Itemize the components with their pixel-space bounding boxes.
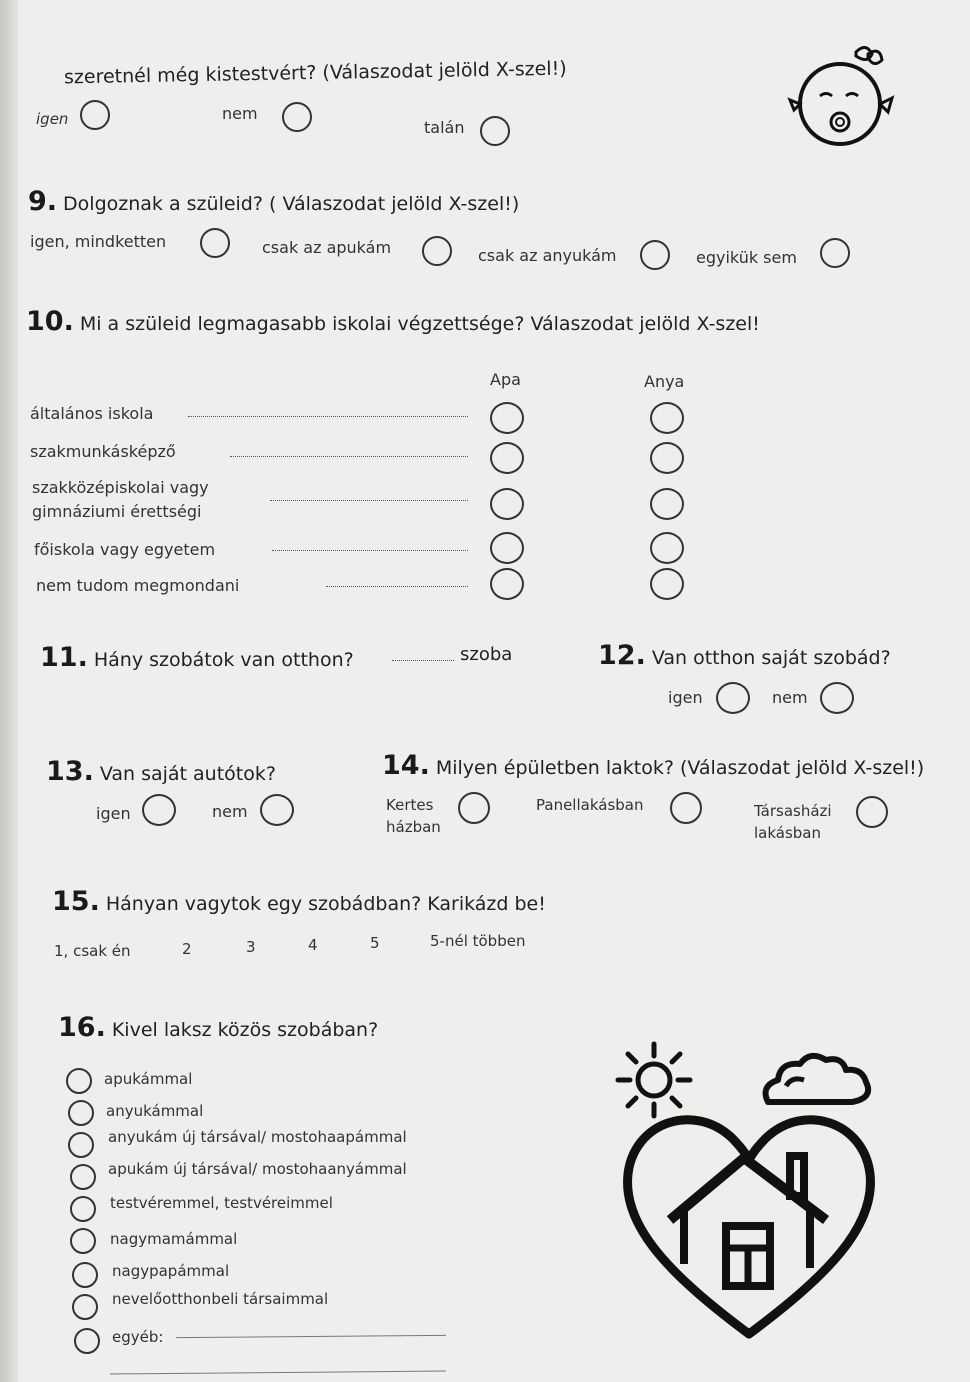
q10-row-primary-mother-circle[interactable] (650, 402, 684, 434)
q9-heading (28, 186, 519, 217)
q13-option-no-circle[interactable] (260, 794, 294, 826)
q10-row-unknown-label: nem tudom megmondani (36, 576, 240, 595)
q16-option-orphanage-label: nevelőotthonbeli társaimmal (112, 1290, 329, 1308)
q15-number: 15. (52, 886, 100, 917)
q16-heading (58, 1012, 378, 1043)
q11-answer-blank[interactable] (392, 660, 454, 661)
q10-row-higher-father-circle[interactable] (490, 532, 524, 564)
q14-option-condo-label-2: lakásban (754, 824, 822, 842)
q16-question: Kivel laksz közös szobában? (111, 1019, 379, 1041)
q10-row-vocational-label: szakmunkásképző (30, 442, 176, 461)
q11-heading (40, 642, 354, 673)
q8-option-yes-circle[interactable] (80, 100, 110, 130)
q15-option-3[interactable]: 3 (246, 938, 256, 956)
q15-option-1[interactable]: 1, csak én (54, 942, 131, 960)
q10-row-vocational-mother-circle[interactable] (650, 442, 684, 474)
q8-option-no-circle[interactable] (282, 102, 312, 132)
q11-number: 11. (40, 642, 88, 673)
q14-option-condo-label-1: Társasházi (754, 802, 832, 820)
q10-row-higher-label: főiskola vagy egyetem (34, 540, 216, 559)
q12-question: Van otthon saját szobád? (651, 647, 891, 669)
q10-question: Mi a szüleid legmagasabb iskolai végzettsége? Válaszodat jelöld X-szel! (79, 313, 760, 335)
q10-row-secondary-mother-circle[interactable] (650, 488, 684, 520)
q10-row-primary-label: általános iskola (30, 404, 154, 423)
q16-option-siblings-label: testvéremmel, testvéreimmel (110, 1194, 333, 1212)
q10-row-secondary-dots (270, 500, 468, 501)
q14-question: Milyen épületben laktok? (Válaszodat jelöld X-szel!) (435, 757, 925, 779)
q16-option-other-label: egyéb: (112, 1328, 164, 1346)
q10-heading (26, 306, 760, 337)
q10-row-unknown-mother-circle[interactable] (650, 568, 684, 600)
q14-number: 14. (382, 750, 430, 781)
q9-option-mother-label: csak az anyukám (478, 246, 617, 265)
q12-option-yes-circle[interactable] (716, 682, 750, 714)
q9-option-neither-label: egyikük sem (696, 248, 797, 267)
q15-option-more[interactable]: 5-nél többen (430, 932, 526, 950)
q14-heading (382, 750, 924, 781)
q16-option-mother-label: anyukámmal (106, 1102, 204, 1120)
q9-option-both-label: igen, mindketten (30, 232, 167, 251)
q14-option-panel-circle[interactable] (670, 792, 702, 824)
q8-option-yes-label: igen (36, 110, 69, 128)
q12-option-yes-label: igen (668, 688, 703, 707)
q10-row-vocational-dots (230, 456, 468, 457)
q13-question: Van saját autótok? (99, 763, 276, 785)
q16-option-grandmother-label: nagymamámmal (110, 1230, 238, 1248)
q11-question: Hány szobátok van otthon? (93, 649, 354, 671)
q10-row-unknown-dots (326, 586, 468, 587)
q9-option-father-label: csak az apukám (262, 238, 392, 257)
q16-option-stepfather-label: anyukám új társával/ mostohaapámmal (108, 1128, 407, 1146)
q12-number: 12. (598, 640, 646, 671)
q10-column-father: Apa (490, 370, 521, 389)
q13-number: 13. (46, 756, 94, 787)
q10-column-mother: Anya (644, 372, 685, 391)
q16-option-grandmother-circle[interactable] (70, 1228, 96, 1254)
q16-option-stepmother-label: apukám új társával/ mostohaanyámmal (108, 1160, 407, 1178)
q8-option-maybe-circle[interactable] (480, 116, 510, 146)
q10-row-secondary-label-2: gimnáziumi érettségi (32, 502, 202, 521)
q8-option-no-label: nem (222, 104, 258, 123)
q14-option-condo-circle[interactable] (856, 796, 888, 828)
q16-option-stepfather-circle[interactable] (68, 1132, 94, 1158)
q15-option-5[interactable]: 5 (370, 934, 380, 952)
q10-row-higher-dots (272, 550, 468, 551)
q15-option-4[interactable]: 4 (308, 936, 318, 954)
q16-option-siblings-circle[interactable] (70, 1196, 96, 1222)
q10-row-unknown-father-circle[interactable] (490, 568, 524, 600)
q9-option-father-circle[interactable] (422, 236, 452, 266)
q16-number: 16. (58, 1012, 106, 1043)
q11-unit: szoba (460, 644, 513, 665)
q15-option-2[interactable]: 2 (182, 940, 192, 958)
q15-question: Hányan vagytok egy szobádban? Karikázd be! (105, 893, 546, 915)
q15-heading (52, 886, 546, 917)
q10-row-primary-dots (188, 416, 468, 417)
q14-option-house-label-1: Kertes (386, 796, 434, 814)
q10-row-vocational-father-circle[interactable] (490, 442, 524, 474)
q16-option-stepmother-circle[interactable] (70, 1164, 96, 1190)
heart-house-icon (614, 1098, 884, 1348)
q16-other-input-line[interactable] (176, 1335, 446, 1338)
q16-option-father-label: apukámmal (104, 1070, 193, 1088)
q10-number: 10. (26, 306, 74, 337)
q16-other-input-line-2[interactable] (110, 1371, 446, 1375)
q16-option-father-circle[interactable] (66, 1068, 92, 1094)
q10-row-primary-father-circle[interactable] (490, 402, 524, 434)
q13-option-no-label: nem (212, 802, 248, 821)
q10-row-higher-mother-circle[interactable] (650, 532, 684, 564)
q8-option-maybe-label: talán (424, 118, 465, 137)
q16-option-orphanage-circle[interactable] (72, 1294, 98, 1320)
q13-option-yes-label: igen (96, 804, 131, 823)
q16-option-other-circle[interactable] (74, 1328, 100, 1354)
q10-row-secondary-label-1: szakközépiskolai vagy (32, 478, 209, 497)
q10-row-secondary-father-circle[interactable] (490, 488, 524, 520)
q16-option-grandfather-circle[interactable] (72, 1262, 98, 1288)
q9-question: Dolgoznak a szüleid? ( Válaszodat jelöld X-szel!) (63, 193, 520, 215)
q14-option-house-label-2: házban (386, 818, 441, 836)
q16-option-grandfather-label: nagypapámmal (112, 1262, 230, 1280)
q12-heading (598, 640, 891, 671)
q16-option-mother-circle[interactable] (68, 1100, 94, 1126)
q9-option-neither-circle[interactable] (820, 238, 850, 268)
q13-option-yes-circle[interactable] (142, 794, 176, 826)
q14-option-house-circle[interactable] (458, 792, 490, 824)
baby-face-icon (782, 38, 902, 148)
q12-option-no-circle[interactable] (820, 682, 854, 714)
q8-question: szeretnél még kistestvért? (Válaszodat jelöld X-szel!) (63, 57, 567, 89)
q12-option-no-label: nem (772, 688, 808, 707)
q9-number: 9. (28, 186, 58, 217)
q9-option-mother-circle[interactable] (640, 240, 670, 270)
q9-option-both-circle[interactable] (200, 228, 230, 258)
q14-option-panel-label: Panellakásban (536, 796, 644, 814)
q13-heading (46, 756, 276, 787)
